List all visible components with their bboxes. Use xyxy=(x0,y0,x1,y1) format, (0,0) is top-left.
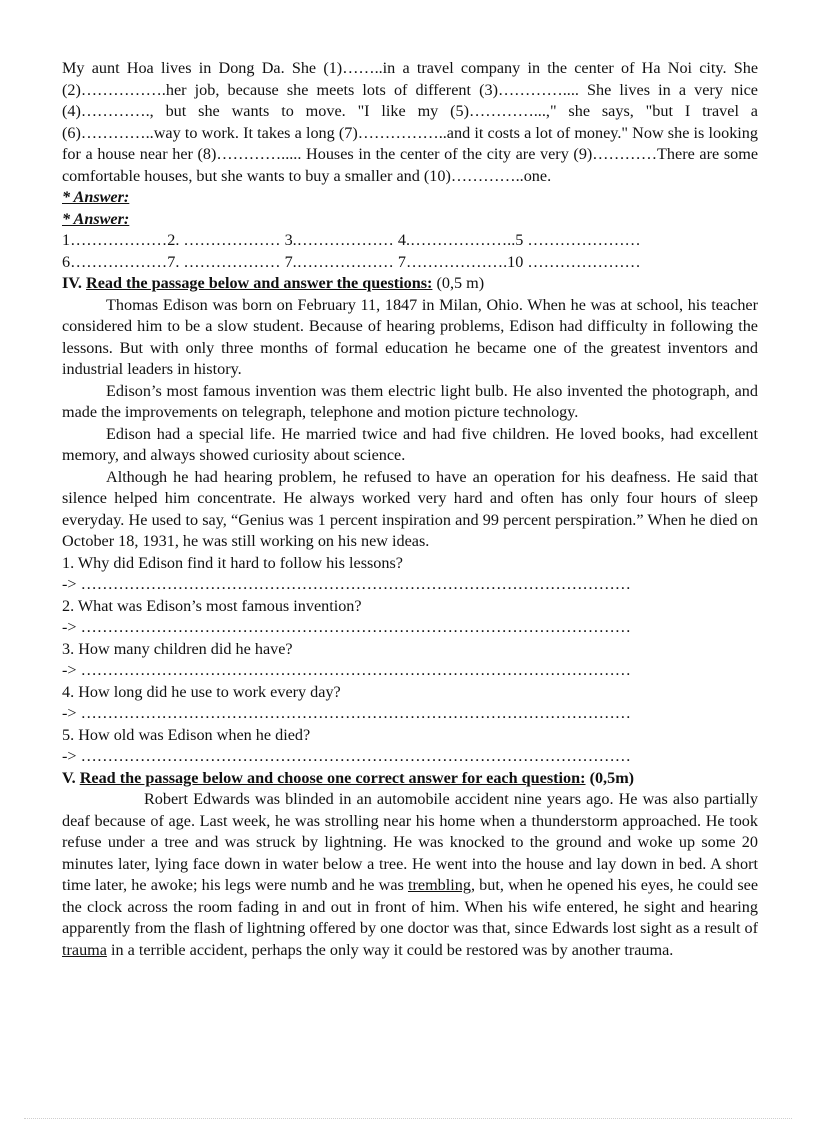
answer-blanks-row-2: 6………………7. ……………… 7.……………… 7……………….10 ………………… xyxy=(62,252,641,271)
section-heading xyxy=(62,768,758,790)
answer-line[interactable]: -> ………………………………………………………………………………………… xyxy=(62,618,631,636)
answer-label-text: * Answer: xyxy=(62,209,130,228)
section-heading xyxy=(62,273,758,295)
question: 3. How many children did he have? xyxy=(62,639,293,658)
passage-text: in a terrible accident, perhaps the only way it could be restored was by another trauma. xyxy=(106,940,674,959)
question: 5. How old was Edison when he died? xyxy=(62,725,311,744)
answer-label xyxy=(62,209,758,231)
answer-label xyxy=(62,187,758,209)
section-points: (0,5 m) xyxy=(436,274,485,292)
reading-paragraph: Although he had hearing problem, he refused to have an operation for his deafness. He said that silence helped him concentrate. He always worked very hard and often has only four hours of sleep everyday. He used to say, “Genius was 1 percent inspiration and 99 percent perspiration.” When he died on October 18, 1931, he was still working on his new ideas. xyxy=(62,467,758,550)
answer-line[interactable]: -> ………………………………………………………………………………………… xyxy=(62,747,631,765)
answer-label-text: * Answer: xyxy=(62,188,130,206)
section-number: V. xyxy=(62,768,76,787)
answer-line[interactable]: -> ………………………………………………………………………………………… xyxy=(62,661,631,679)
answer-line[interactable]: -> ………………………………………………………………………………………… xyxy=(62,704,631,722)
page-bottom-border xyxy=(24,1118,792,1119)
section-number: IV. xyxy=(62,274,82,292)
reading-paragraph xyxy=(62,789,758,961)
answer-line[interactable]: -> ………………………………………………………………………………………… xyxy=(62,575,631,593)
answer-blanks-row-1: 1………………2. ……………… 3.……………… 4.………………..5 ………………… xyxy=(62,231,641,249)
vocab-word: trauma xyxy=(62,940,107,959)
reading-paragraph: Thomas Edison was born on February 11, 1847 in Milan, Ohio. When he was at school, his teacher considered him to be a slow student. Because of hearing problems, Edison had difficulty in following the lessons. But with only three months of formal education he became one of the greatest inventors and industrial leaders in history. xyxy=(62,295,758,378)
question: 4. How long did he use to work every day? xyxy=(62,682,341,701)
reading-paragraph: Edison’s most famous invention was them electric light bulb. He also invented the photograph, and made the improvements on telegraph, telephone and motion picture technology. xyxy=(62,381,758,421)
section-title: Read the passage below and answer the questions: xyxy=(86,274,433,292)
passage-text: Robert Edwards was blinded in an automobile accident nine years ago. He was also partially deaf because of age. Last week, he was strolling near his home when a thunderstorm approached. He took refuse under a tree and was struck by lightning. He was knocked to the ground and woke up some 20 minutes later, lying face down in water below a tree. He went into the house and lay down in bed. A short time later, he awoke; his legs were numb and he was xyxy=(62,790,758,894)
question: 1. Why did Edison find it hard to follow his lessons? xyxy=(62,553,403,572)
vocab-word: trembling xyxy=(408,876,471,894)
section-points: (0,5m) xyxy=(589,768,635,787)
cloze-passage: My aunt Hoa lives in Dong Da. She (1)……..in a travel company in the center of Ha Noi city. She (2)…………….her job, because she meets lots of different (3)………….... She lives in a very nice (4)…………., but she wants to move. "I like my (5)…………...," she says, "but I travel a (6)…………..way to work. It takes a long (7)……………..and it costs a lot of money." Now she is looking for a house near her (8)…………..... Houses in the center of the city are very (9)…………There are some comfortable houses, but she wants to buy a smaller and (10)…………..one. xyxy=(62,59,758,185)
reading-paragraph: Edison had a special life. He married twice and had five children. He loved books, had excellent memory, and always showed curiosity about science. xyxy=(62,424,758,464)
worksheet-page xyxy=(62,58,758,961)
passage-text: , but, when he opened his eyes, he could see the clock across the room fading in and out in front of him. When his wife entered, he sight and hearing apparently from the flash of lightning offered by one doctor was that, since Edwards lost sight as a result of xyxy=(62,876,759,937)
question: 2. What was Edison’s most famous invention? xyxy=(62,596,362,615)
section-title: Read the passage below and choose one correct answer for each question: xyxy=(79,768,586,787)
